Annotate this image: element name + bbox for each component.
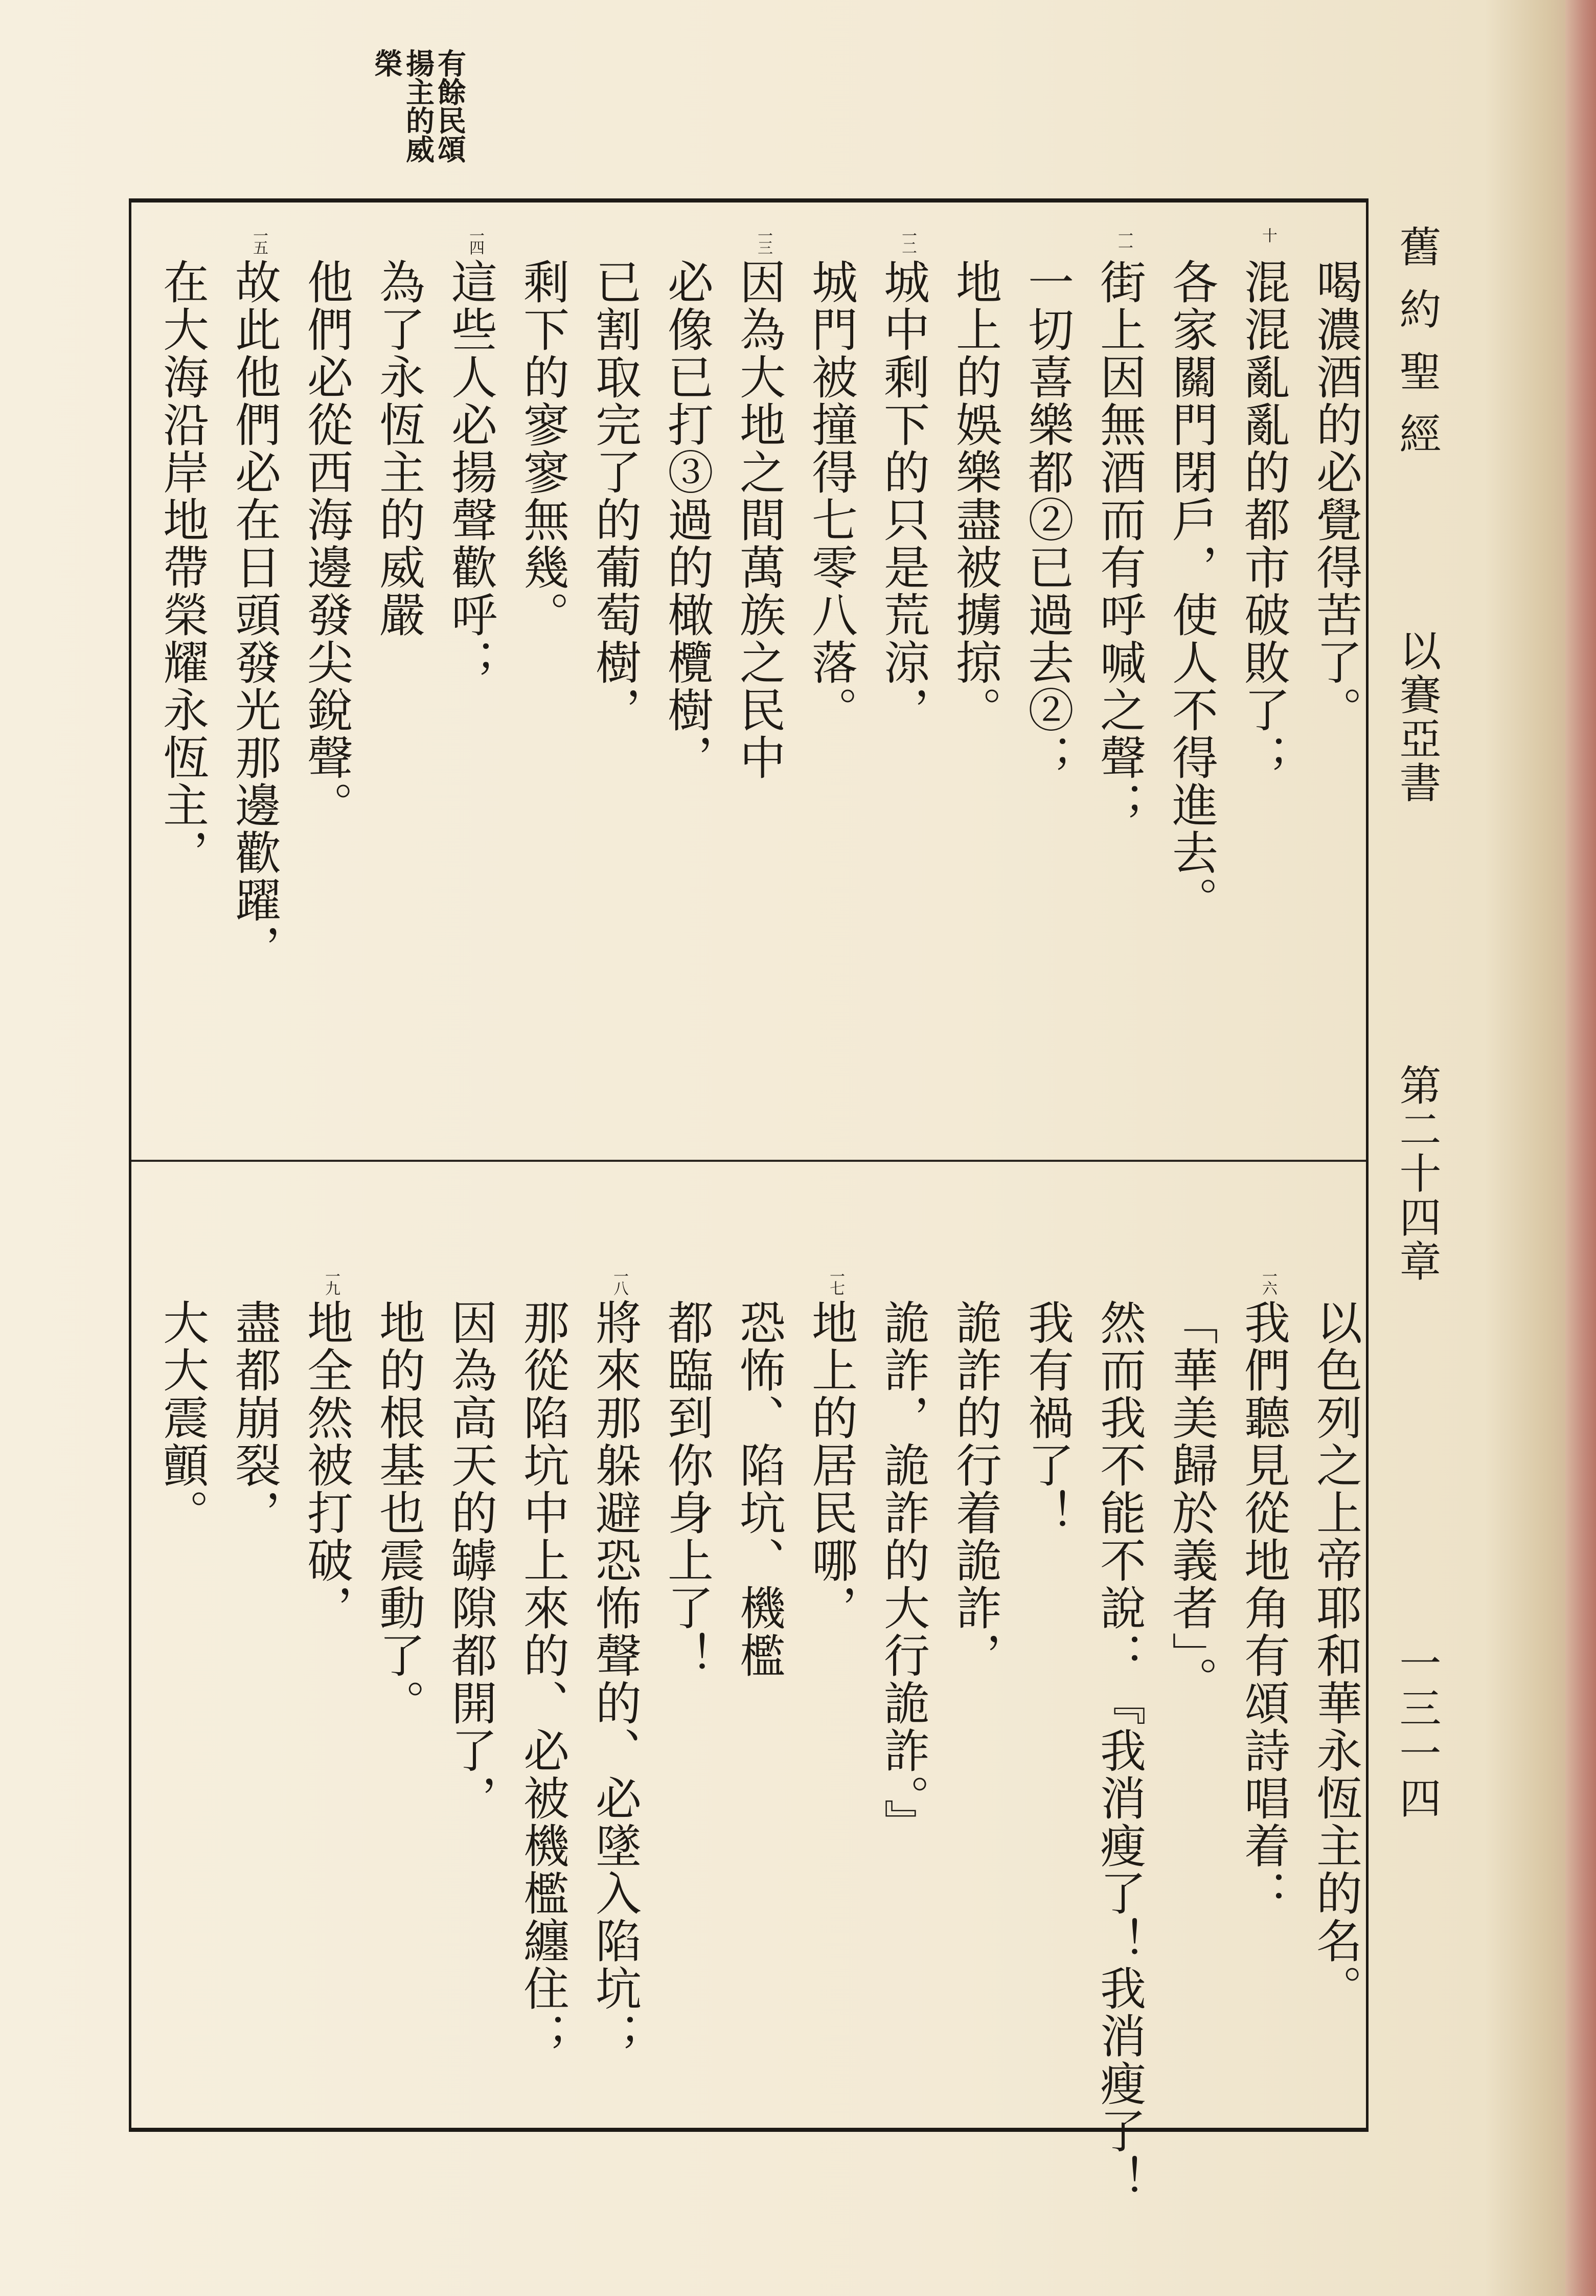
verse-line [506,258,578,1128]
verse-text: 地上的居民哪， [804,1299,857,1632]
verse-line [1155,258,1227,1128]
verse-text: 詭詐的行着詭詐， [948,1299,1001,1679]
running-header [1375,225,1457,1821]
verse-text: 已割取完了的葡萄樹， [587,258,641,734]
verse-text: 城中剩下的只是荒涼， [876,258,929,734]
verse-text: 我們聽見從地角有頌詩唱着： [1236,1299,1290,1917]
verse-text: 都臨到你身上了！ [659,1299,713,1679]
top-text-block [146,228,1371,1128]
verse-text: 詭詐，詭詐的大行詭詐。』 [876,1299,929,1847]
verse-text: 剩下的寥寥無幾。 [515,258,569,639]
verse-line [1299,1299,1371,2097]
page-edge [1565,0,1596,2296]
verse-number: 十 [1259,228,1277,240]
verse-text: 以色列之上帝耶和華永恆主的名。 [1308,1299,1362,2012]
verse-line [1299,258,1371,1128]
verse-text: 因為高天的罅隙都開了， [443,1299,497,1822]
verse-line [867,228,939,1128]
verse-text: 街上因無酒而有呼喊之聲； [1092,258,1146,829]
verse-text: 為了永恆主的威嚴 [371,258,425,639]
margin-note-col-1: 有餘民頌 [433,49,467,163]
margin-note [353,49,465,197]
verse-line [1227,1268,1299,2097]
verse-line [218,228,290,1128]
verse-text: 在大海沿岸地帶榮耀永恆主， [155,258,209,876]
verse-line [650,1299,722,2097]
verse-text: 他們必從西海邊發尖銳聲。 [299,258,353,829]
verse-line [722,228,794,1128]
verse-line [578,1268,650,2097]
header-book: 以賽亞書 [1393,629,1441,805]
verse-text: 故此他們必在日頭發光那邊歡躍， [227,258,281,972]
verse-line [1227,228,1299,1128]
verse-text: 然而我不能不說：『我消瘦了！我消瘦了！ [1092,1299,1146,2202]
verse-text: 喝濃酒的必覺得苦了。 [1308,258,1362,734]
verse-text: 混混亂亂的都市破敗了； [1236,258,1290,781]
page-number: 一三一四 [1393,1641,1441,1821]
verse-text: 因為大地之間萬族之民中 [732,258,785,781]
verse-text: 盡都崩裂， [227,1299,281,1537]
margin-note-col-2: 揚主的威 [401,49,435,163]
verse-line [1083,228,1155,1128]
verse-line [939,258,1011,1128]
verse-line [794,258,867,1128]
verse-line [1011,1299,1083,2097]
verse-line [146,1299,218,2097]
verse-line [578,258,650,1128]
verse-text: 城門被撞得七零八落。 [804,258,857,734]
verse-line [290,258,362,1128]
margin-note-col-3: 榮 [370,49,403,77]
verse-line [1155,1299,1227,2097]
verse-text: 我有禍了！ [1020,1299,1074,1537]
verse-text: 一切喜樂都②已過去②； [1020,258,1074,781]
verse-number: 一五 [250,228,268,252]
verse-number: 一六 [1259,1268,1277,1293]
verse-number: 一八 [610,1268,628,1293]
verse-text: 將來那躲避恐怖聲的、必墜入陷坑； [587,1299,641,2060]
bottom-text-block [146,1268,1371,2202]
verse-line [218,1299,290,2097]
verse-number: 一九 [322,1268,340,1293]
verse-text: 各家關門閉戶，使人不得進去。 [1164,258,1218,924]
verse-text: 恐怖、陷坑、機檻 [732,1299,785,1679]
verse-line [434,1299,506,2097]
verse-text: 那從陷坑中上來的、必被機檻纏住； [515,1299,569,2060]
verse-text: 這些人必揚聲歡呼； [443,258,497,686]
verse-line [1011,258,1083,1128]
section-divider [131,1160,1366,1162]
verse-line [794,1268,867,2097]
verse-text: 地全然被打破， [299,1299,353,1632]
verse-number: 一四 [466,228,484,252]
verse-line [290,1268,362,2097]
verse-line [1083,1299,1155,2202]
verse-line [722,1299,794,2097]
header-title: 舊約聖經 [1393,225,1441,475]
verse-number: 一七 [827,1268,845,1293]
verse-line [506,1299,578,2097]
verse-line [434,228,506,1128]
frame-rule-left [129,198,131,2128]
verse-line [362,258,434,1128]
verse-line [362,1299,434,2097]
verse-text: 地的根基也震動了。 [371,1299,425,1727]
verse-line [867,1299,939,2097]
header-chapter: 第二十四章 [1393,1064,1441,1284]
verse-text: 「華美歸於義者」。 [1164,1299,1218,1704]
verse-number: 一一 [1115,228,1133,252]
verse-line [939,1299,1011,2097]
verse-number: 一二 [899,228,917,252]
verse-text: 大大震顫。 [155,1299,209,1537]
verse-line [650,258,722,1128]
verse-text: 地上的娛樂盡被擄掠。 [948,258,1001,734]
verse-line [146,258,218,1128]
verse-number: 一三 [755,228,772,252]
verse-text: 必像已打③過的橄欖樹， [659,258,713,781]
